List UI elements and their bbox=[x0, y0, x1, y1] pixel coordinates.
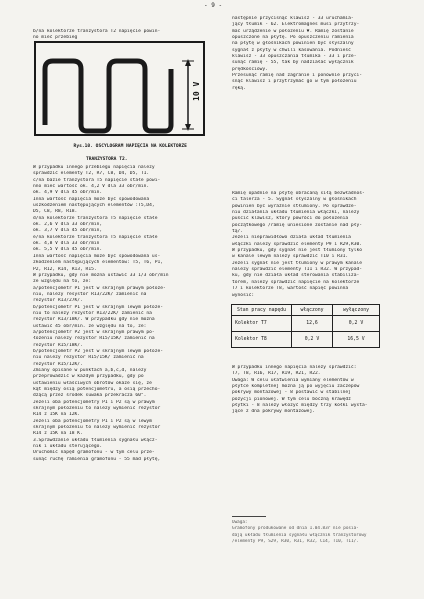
text-line: jący tłumik - 62. Elektromagnes musi przytrzy- bbox=[232, 22, 360, 28]
text-line: P2, R12, R14, R13, R15. bbox=[33, 266, 97, 272]
footnote-divider bbox=[232, 516, 266, 517]
text-line: pozycji pionowej. W tym celu boczną krawędź bbox=[232, 396, 351, 402]
text-line: niu należy rezystor R15/15K/ zamienić na bbox=[33, 355, 144, 361]
text-line: nik i układu sterującego. bbox=[33, 444, 103, 450]
text-line: b/potencjometr P1 jest w skrajnym lewym położe- bbox=[33, 304, 163, 310]
text-line: T7, T8, R16, R17, R19, R21, R22. bbox=[232, 371, 321, 377]
text-line: Jeżeli oba potencjometry P1 i P2 są w prawym bbox=[33, 399, 155, 405]
text-line: c/na bazie tranzystora T5 napięcie stałe powi- bbox=[33, 177, 161, 183]
text-line: sunąć ruchę ramienia gramofonu - 55 mad płytę, bbox=[33, 456, 161, 462]
text-line: sygnał z płyty w chwili kasowania. Podnieść bbox=[232, 47, 351, 53]
text-line: d/na kolektorze tranzystora T5 napięcie stałe bbox=[33, 215, 158, 221]
text-line: mać urządzenie w położeniu ▼. Ramię zostanie bbox=[232, 28, 354, 34]
text-line: niu to należy rezystor R13/22K/ zamienić na bbox=[33, 310, 152, 316]
text-line: następnie przycisnąć klawisz - 33 uruchamia- bbox=[232, 16, 354, 21]
text-line: ustawić 45 obr/min. ze względu na to, że: bbox=[33, 323, 147, 329]
text-line: prędkościowy. bbox=[232, 66, 268, 72]
text-line: niu, należy resystor R13/22K/ zamienić na bbox=[33, 291, 147, 297]
text-line: 3.Sprawdzanie układu tłumienia sygnału włącz- bbox=[33, 437, 158, 443]
table-header: Stan pracy napędu bbox=[232, 305, 292, 316]
text-line: rezystor R15/18K/. bbox=[33, 342, 83, 348]
text-line: puścić klawisz, który powróci do położenia bbox=[232, 216, 349, 222]
text-line: snąć klawisz i przytrzymać go w tym położeniu bbox=[232, 79, 357, 85]
text-line: ok. 4,8 V dla 33 obr/min bbox=[33, 241, 100, 247]
text-line: W przypadku innego napięcia należy sprawdzić: bbox=[232, 365, 357, 370]
text-line: ze względu na to, że: bbox=[33, 279, 92, 285]
text-line: początkowego /ramię uniesione zostanie nad pły- bbox=[232, 222, 362, 228]
waveform bbox=[45, 61, 171, 131]
text-line: kąt między osią potencjometru, a osią przecho- bbox=[33, 387, 161, 393]
text-line: płytce kompletnej można ją po wyjęciu zaczepów bbox=[232, 384, 360, 390]
text-line: płytki - 8 należy włożyć między trzy kołki wysta- bbox=[232, 403, 368, 409]
caption-line-1: Rys.10. OSCYLOGRAM NAPIĘCIA NA KOLEKTORZE bbox=[73, 144, 187, 150]
text-line: no mieć przebieg bbox=[33, 35, 78, 41]
text-line: a/potencjometr P1 jest w skrajnym prawym położe- bbox=[33, 285, 166, 291]
table-cell: 12,6 bbox=[292, 316, 333, 332]
left-body bbox=[33, 165, 215, 463]
text-line: b/potencjometr P2 jest w skrajnym lewym położe- bbox=[33, 348, 163, 354]
text-line: Zmiany opisane w punktach a,b,c,d, należy bbox=[33, 368, 147, 373]
text-line: rezystor R15/12K/. bbox=[33, 361, 83, 367]
text-line: sunąć ramię - 55, tak by nadziałać wyłącznik bbox=[232, 60, 354, 66]
text-line: Inna wartość napięcia może być spowodowana bbox=[33, 196, 150, 202]
text-line: Przesunąć ramię nad zagranie i ponownie przyci- bbox=[232, 73, 362, 79]
table-header: wyłączony bbox=[333, 305, 380, 316]
text-line: opuszczone na płytę. Po opuszczeniu ramienia bbox=[232, 35, 354, 41]
caption-line-2: TRANZYSTORA T2. bbox=[86, 156, 128, 162]
text-line: jące z dna pokrywy montażowej. bbox=[232, 409, 315, 415]
footnote-line: Uwaga: bbox=[232, 520, 248, 525]
text-line: w kanale lewym należy sprawdzić T10 i R31. bbox=[232, 254, 349, 260]
text-line: pokrywy montażowej - 8 postawić w stabilnej bbox=[232, 390, 351, 396]
right-bottom bbox=[232, 365, 410, 416]
text-line: R14 z 15K na 18 K. bbox=[33, 431, 83, 437]
text-line: uszkodzeniem następujących elementów :T5,D4, bbox=[33, 203, 155, 209]
table-cell: 0,2 V bbox=[292, 332, 333, 348]
table-cell: 0,2 V bbox=[333, 316, 380, 332]
text-line: W przypadku, gdy sygnał nie jest tłumiony tylko bbox=[232, 248, 362, 254]
text-line: W przypadku, gdy nie można ustawić 33 1/3 obr/min bbox=[33, 272, 169, 278]
text-line: skrajnym położeniu to należy wymienić rezystor bbox=[33, 406, 161, 412]
text-line: ci talerza - 5. Sygnał słyszalny w głośnikach bbox=[232, 197, 357, 203]
text-line: przeprowadzić w każdym przypadku, gdy po bbox=[33, 374, 144, 380]
voltage-table bbox=[231, 304, 380, 348]
footnote-line: /elementy P9, S29, R30, R31, R32, C14, T10, T11/. bbox=[232, 539, 359, 545]
right-top bbox=[232, 16, 410, 92]
right-mid bbox=[232, 191, 410, 299]
text-line: ok. 2,6 V dla 33 obr/min, bbox=[33, 222, 103, 228]
text-line: Jeżeli nieprawidłowo działa układ tłumienia bbox=[232, 235, 351, 241]
text-line: ok. 3,7 V dla 45 obr/min, bbox=[33, 228, 103, 234]
text-line: dzącą przez środek suwaka przekracza 60°. bbox=[33, 393, 147, 399]
text-line: rezystor R13/27K/. bbox=[33, 298, 83, 304]
text-line: rezystor R13/18K/. W przypadku gdy nie można bbox=[33, 317, 155, 323]
text-line: R14 z 15K na 12K. bbox=[33, 412, 81, 418]
text-line: Inna wartość napięcia może być spowodowana us- bbox=[33, 253, 161, 259]
text-line: ok. 5,5 V dla 45 obr/min. bbox=[33, 247, 103, 253]
text-line: e/na kolektorze tranzystora T5 napięcie stałe bbox=[33, 234, 158, 240]
text-line: ręką. bbox=[232, 85, 246, 91]
text-line: tą/. bbox=[232, 229, 244, 235]
text-line: b/na kolektorze tranzystora T2 napięcie powin- bbox=[33, 28, 161, 34]
table-header-row bbox=[232, 305, 380, 316]
text-line: włączki należy sprawdzić elementy P9 i R29,R30. bbox=[232, 241, 362, 247]
text-line: skrajnym położeniu to należy wymienić rezystor bbox=[33, 425, 161, 431]
text-line: na płytę w głośnikach powinien być słyszalny bbox=[232, 41, 354, 47]
table-cell: 16,5 V bbox=[333, 332, 380, 348]
text-line: sprawdzić elementy T2, R7, C8, D4, D5, T1. bbox=[33, 171, 150, 177]
text-line: a/potencjometr P2 jest w skrajnym prawym po- bbox=[33, 329, 155, 335]
text-line: W przypadku innego przebiegu napięcia należy bbox=[33, 165, 155, 170]
table-row bbox=[232, 332, 380, 348]
text-line: ok. 4,9 V dla 45 obr/min. bbox=[33, 190, 103, 196]
footnote-line: dają układu tłumienia sygnału włącznik tranzystorowy bbox=[232, 532, 367, 538]
text-line: Uwaga: W celu ułatwienia wymiany elementów w bbox=[232, 377, 354, 383]
text-line: Jeżeli sygnał nie jest tłumiony w prawym kanale bbox=[232, 260, 362, 266]
text-line: należy sprawdzić elementy T11 i R32. W przypad- bbox=[232, 267, 362, 273]
text-line: Jeżeli oba potencjometry P1 i P2 są w lewym bbox=[33, 418, 152, 424]
text-line: wynosić: bbox=[232, 292, 255, 298]
text-line: ku, gdy nie działa układ sterowania stabiliza- bbox=[232, 273, 360, 279]
text-line: zkodzeniem następujących elementów: T5, T6, P1, bbox=[33, 260, 163, 266]
table-row bbox=[232, 316, 380, 332]
table-cell: Kolektor T7 bbox=[232, 316, 292, 332]
text-line: łożeniu należy rezystor R15/15K/ zamienić na bbox=[33, 336, 155, 342]
left-intro bbox=[33, 29, 215, 42]
text-line: nno mieć wartość ok. 4,2 V dla 33 obr/min. bbox=[33, 184, 150, 190]
text-line: Ramię opadnie na płytę obracaną siłą bezwładnoś- bbox=[232, 191, 365, 196]
table-cell: Kolektor T8 bbox=[232, 332, 292, 348]
oscillogram-figure bbox=[33, 41, 207, 137]
text-line: torem, należy sprawdzić napięcie na kolektorze bbox=[232, 279, 360, 285]
text-line: powinien być wyraźnie stłumiony. Po sprawdze- bbox=[232, 203, 357, 209]
text-line: klawisz - 33 opuszczania tłumika - 33 i prze- bbox=[232, 54, 357, 60]
voltage-label: 10 V bbox=[192, 81, 201, 101]
figure-frame bbox=[35, 42, 204, 135]
table-header: włączony bbox=[292, 305, 333, 316]
footnote bbox=[232, 520, 410, 545]
footnote-line: Gramofony produkowane od dnia 1.04.83r nie posia- bbox=[232, 526, 359, 532]
text-line: D5, C8, R8, R18. bbox=[33, 209, 78, 215]
page-number: - 9 - bbox=[204, 2, 223, 9]
text-line: ustawieniu właściwych obrotów okaże się, że bbox=[33, 380, 152, 386]
text-line: T7 i kolektorze T8, wartość napięć powinna bbox=[232, 286, 349, 292]
text-line: niu działania układu tłumienia włączki, należy bbox=[232, 210, 360, 216]
text-line: Uruchomić napęd gramofonu - w tym celu prze- bbox=[33, 450, 155, 456]
